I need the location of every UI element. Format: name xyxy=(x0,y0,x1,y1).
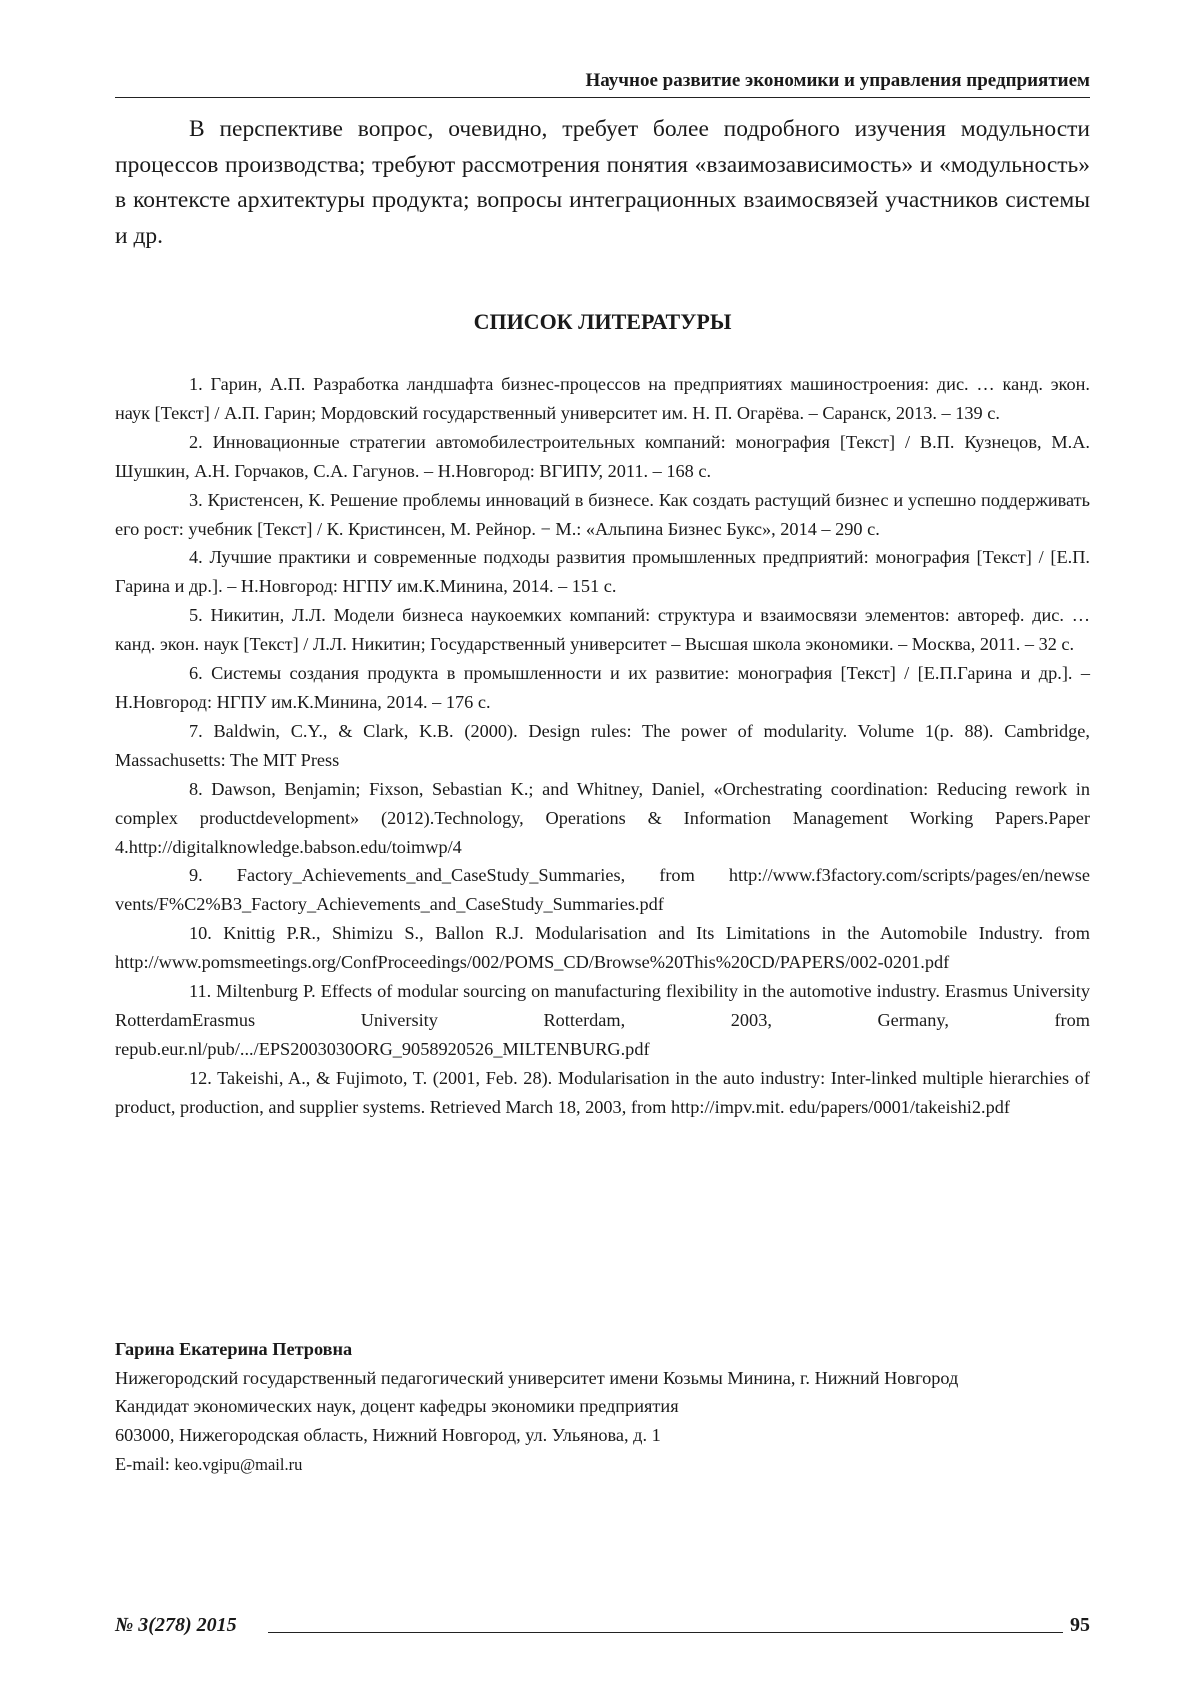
author-email-line xyxy=(115,1450,1090,1480)
running-header: Научное развитие экономики и управления предприятием xyxy=(585,70,1090,91)
reference-item-9: 9. Factory_Achievements_and_CaseStudy_Summaries, from http://www.f3factory.com/scripts/pages/en/newse vents/F%C2%B3_Factory_Achievements_and_CaseStudy_Summaries.pdf xyxy=(115,865,1090,915)
author-address: 603000, Нижегородская область, Нижний Новгород, ул. Ульянова, д. 1 xyxy=(115,1425,661,1446)
reference-item-10: 10. Knittig P.R., Shimizu S., Ballon R.J. Modularisation and Its Limitations in the Automobile Industry. from http://www.pomsmeetings.org/ConfProceedings/002/POMS_CD/Browse%20This%20CD/PAPERS/002-0201.pdf xyxy=(115,923,1090,973)
footer-issue: № 3(278) 2015 xyxy=(115,1614,237,1636)
author-info xyxy=(115,1335,1090,1480)
reference-list xyxy=(115,370,1090,1122)
page-number: 95 xyxy=(1070,1614,1090,1636)
author-name: Гарина Екатерина Петровна xyxy=(115,1339,353,1359)
email-label: E-mail: xyxy=(115,1453,170,1474)
footer-divider xyxy=(268,1632,1063,1633)
header-divider xyxy=(115,97,1090,98)
reference-item-8: 8. Dawson, Benjamin; Fixson, Sebastian K.; and Whitney, Daniel, «Orchestrating coordination: Reducing rework in complex productdevelopment» (2012).Technology, Operations & Information Management Working Papers.Paper 4.http://digitalknowledge.babson.edu/toimwp/4 xyxy=(115,778,1090,857)
reference-item-12: 12. Takeishi, A., & Fujimoto, T. (2001, Feb. 28). Modularisation in the auto industry: Inter-linked multiple hierarchies of product, production, and supplier systems. Retrieved March 18, 2003, from http://impv.mit. edu/papers/0001/takeishi2.pdf xyxy=(115,1067,1090,1117)
reference-item-7: 7. Baldwin, C.Y., & Clark, K.B. (2000). Design rules: The power of modularity. Volume 1(p. 88). Cambridge, Massachusetts: The MIT Press xyxy=(115,720,1090,770)
references-title: СПИСОК ЛИТЕРАТУРЫ xyxy=(473,309,732,334)
reference-item-11: 11. Miltenburg P. Effects of modular sourcing on manufacturing flexibility in the automotive industry. Erasmus University RotterdamErasmus University Rotterdam, 2003, Germany, from repub.eur.nl/pub/.../EPS2003030ORG_9058920526_MILTENBURG.pdf xyxy=(115,981,1090,1059)
reference-item-4: 4. Лучшие практики и современные подходы развития промышленных предприятий: монография [Текст] / [Е.П. Гарина и др.]. – Н.Новгород: НГПУ им.К.Минина, 2014. – 151 с. xyxy=(115,547,1090,597)
reference-item-6: 6. Системы создания продукта в промышленности и их развитие: монография [Текст] / [Е.П.Гарина и др.]. – Н.Новгород: НГПУ им.К.Минина, 2014. – 176 с. xyxy=(115,663,1090,712)
reference-item-3: 3. Кристенсен, К. Решение проблемы инноваций в бизнесе. Как создать растущий бизнес и успешно поддерживать его рост: учебник [Текст] / К. Кристинсен, М. Рейнор. − М.: «Альпина Бизнес Букс», 2014 – 290 с. xyxy=(115,489,1090,539)
intro-paragraph: В перспективе вопрос, очевидно, требует более подробного изучения модульности процессов производства; требуют рассмотрения понятия «взаимозависимость» и «модульность» в контексте архитектуры продукта; вопросы интеграционных взаимосвязей участников системы и др. xyxy=(115,116,1090,249)
reference-item-1: 1. Гарин, А.П. Разработка ландшафта бизнес-процессов на предприятиях машиностроения: дис. … канд. экон. наук [Текст] / А.П. Гарин; Мордовский государственный университет им. Н. П. Огарёва. – Саранск, 2013. – 139 с. xyxy=(115,374,1090,423)
author-degree: Кандидат экономических наук, доцент кафедры экономики предприятия xyxy=(115,1396,679,1417)
reference-item-5: 5. Никитин, Л.Л. Модели бизнеса наукоемких компаний: структура и взаимосвязи элементов: автореф. дис. … канд. экон. наук [Текст] / Л.Л. Никитин; Государственный университет – Высшая школа экономики. – Москва, 2011. – 32 с. xyxy=(115,605,1090,655)
author-affiliation: Нижегородский государственный педагогический университет имени Козьмы Минина, г. Нижний Новгород xyxy=(115,1367,959,1388)
reference-item-2: 2. Инновационные стратегии автомобилестроительных компаний: монография [Текст] / В.П. Кузнецов, М.А. Шушкин, А.Н. Горчаков, С.А. Гагунов. – Н.Новгород: ВГИПУ, 2011. – 168 с. xyxy=(115,431,1090,481)
email-address[interactable]: keo.vgipu@mail.ru xyxy=(174,1454,303,1474)
